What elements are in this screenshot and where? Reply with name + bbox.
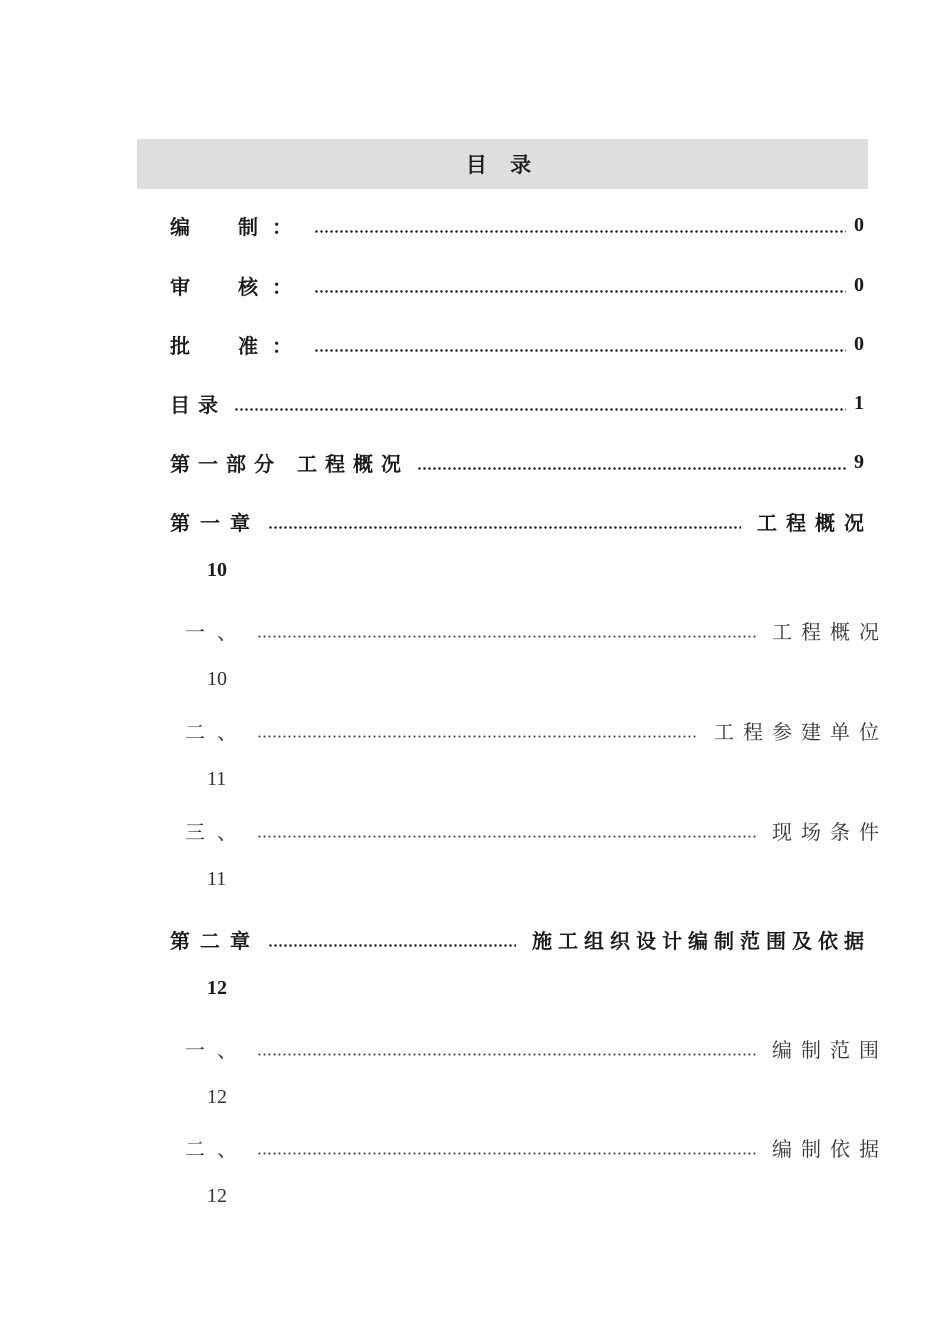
toc-entry-label: 三、 [185, 819, 249, 844]
toc-page-number: 10 [207, 559, 227, 581]
toc-entry-label: 二、 [185, 719, 249, 744]
toc-entry-label: 第二章 [170, 928, 260, 953]
toc-leader-dots [314, 329, 846, 359]
toc-entry-label: 目录 [170, 392, 226, 417]
toc-page-number: 1 [854, 391, 864, 414]
toc-entry-label: 编 制： [170, 214, 306, 239]
toc-page-number: 0 [854, 273, 864, 296]
toc-leader-dots [234, 388, 846, 418]
toc-entry-label: 二、 [185, 1136, 249, 1161]
toc-page-number: 11 [207, 868, 227, 890]
toc-entry[interactable] [170, 1132, 888, 1162]
toc-entry[interactable] [170, 270, 864, 300]
toc-leader-dots [314, 210, 846, 240]
toc-entry-title: 工程参建单位 [714, 719, 888, 744]
toc-entry-label: 第一章 [170, 510, 260, 535]
toc-entry[interactable] [170, 210, 864, 240]
toc-entry[interactable] [170, 447, 864, 477]
toc-page-number: 12 [207, 1185, 227, 1207]
toc-leader-dots [257, 1132, 756, 1162]
toc-entry[interactable] [170, 388, 864, 418]
toc-entry-title: 现场条件 [772, 819, 888, 844]
toc-page-number: 0 [854, 213, 864, 236]
toc-header [137, 139, 868, 189]
toc-entry[interactable] [170, 615, 888, 645]
toc-entry-label: 审 核： [170, 274, 306, 299]
toc-entry-label: 第一部分 工程概况 [170, 451, 409, 476]
toc-entry[interactable] [170, 715, 888, 745]
toc-page-number: 12 [207, 1086, 227, 1108]
toc-entry-title: 工程概况 [757, 510, 873, 535]
toc-page-number: 0 [854, 332, 864, 355]
toc-entry-title: 工程概况 [772, 619, 888, 644]
toc-entry[interactable] [170, 506, 873, 536]
toc-leader-dots [257, 615, 756, 645]
toc-entry[interactable] [170, 924, 870, 954]
toc-entry-title: 编制依据 [772, 1136, 888, 1161]
toc-entry-label: 批 准： [170, 333, 306, 358]
toc-entry-title: 施工组织设计编制范围及依据 [532, 928, 870, 953]
toc-entry-title: 编制范围 [772, 1037, 888, 1062]
toc-title: 目 录 [465, 153, 540, 177]
toc-page-number: 10 [207, 668, 227, 690]
toc-leader-dots [417, 447, 846, 477]
toc-page-number: 12 [207, 977, 227, 999]
toc-entry[interactable] [170, 329, 864, 359]
toc-leader-dots [314, 270, 846, 300]
toc-leader-dots [257, 1033, 756, 1063]
toc-page-number: 11 [207, 768, 227, 790]
toc-leader-dots [257, 715, 698, 745]
toc-entry-label: 一、 [185, 619, 249, 644]
toc-entry[interactable] [170, 1033, 888, 1063]
toc-leader-dots [268, 924, 516, 954]
toc-page-number: 9 [854, 450, 864, 473]
toc-entry[interactable] [170, 815, 888, 845]
toc-entry-label: 一、 [185, 1037, 249, 1062]
toc-leader-dots [257, 815, 756, 845]
toc-leader-dots [268, 506, 741, 536]
